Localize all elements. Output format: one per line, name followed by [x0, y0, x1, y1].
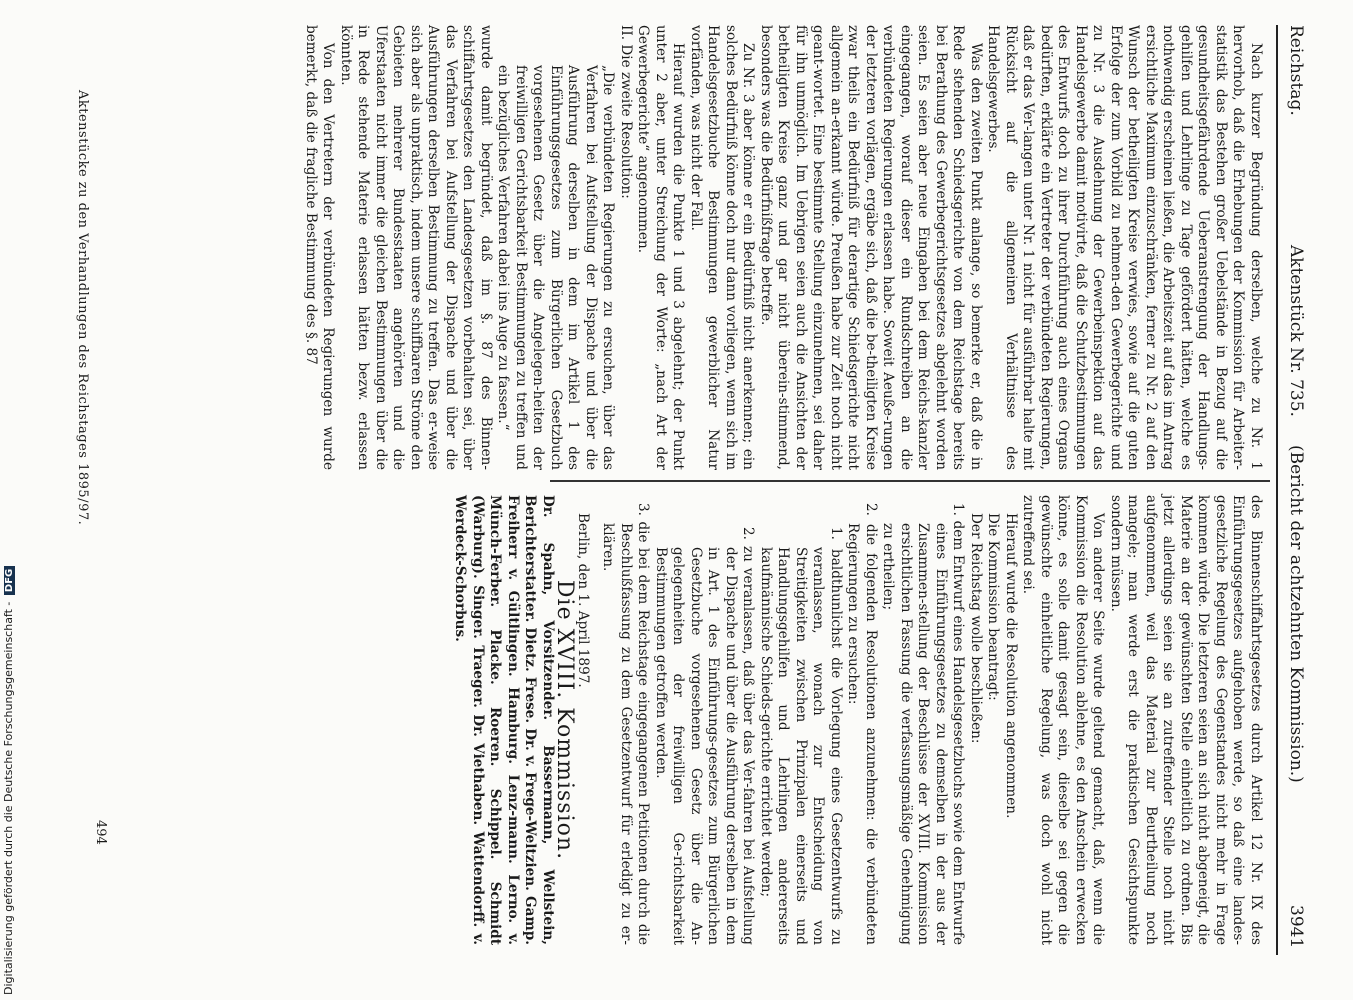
list-item: 2. die folgenden Resolutionen anzunehmen: die verbündeten Regierungen zu ersuchen:	[845, 503, 879, 945]
member-list: Dr. Spahn, Vorsitzender. Bassermann, Wellstein, Berichterstatter. Dietz. Frese. Dr. v. Frege-Weltzien. Gamp. Freiherr v. Gültlingen. Hamburg. Lenz-mann. Lerno. v. Münch-Ferber. Placke. Roeren. Schippel. Schmidt (Warburg). Singer. Traeger. Dr. Viethaben. Wattendorff. v. Werdeck-Schorbus.	[452, 495, 556, 945]
paragraph: Die Kommission beantragt:	[985, 513, 1002, 701]
header-sub: (Bericht der achtzehnten Kommission.)	[1286, 445, 1306, 783]
credit-text: Digitalisierung gefördert durch die Deutsche Forschungsgemeinschaft -	[2, 601, 15, 995]
paragraph: wurde damit begründet, daß im §. 87 des Binnen-schiffahrtsgesetzes den Landesgesetzen vorbehalten sei, über das Verfahren bei Aufstellung der Dispache und über die Ausführungen derselben Bestimmung zu treffen. Das er-weise sich aber als unpraktisch, indem unsere schiffbaren Ströme den Gebieten mehrerer Bundesstaaten angehörten und die Uferstaaten nicht immer die gleichen Bestimmungen über die in Rede stehende Materie erlassen hätten bezw. erlassen könnten.	[338, 25, 494, 470]
paragraph: Von anderer Seite wurde geltend gemacht, daß, wenn die Kommission die Resolution ablehne, es den Anschein erwecken könne, es solle damit gesagt sein, dieselbe sei gegen die gewünschte einheitliche Regelung, was doch wohl nicht zutreffend sei.	[1020, 495, 1107, 945]
header-rule	[1276, 25, 1278, 955]
header-left: Reichstag.	[1286, 25, 1306, 116]
column-divider	[550, 480, 1270, 482]
quoted-resolution: „Die verbündeten Regierungen zu ersuchen, über das Verfahren bei Aufstellung der Dispache und über die Ausführung derselben in dem im Artikel 1 des Einführungsgesetzes zum Bürgerlichen Gesetzbuch vorgesehenen Gesetz über die Angelegen-heiten der freiwilligen Gerichtsbarkeit Bestimmungen zu treffen und ein bezügliches Verfahren dabei ins Auge zu fassen.“	[495, 65, 617, 470]
list-item: 3. die bei dem Reichstage eingegangenen Petitionen durch die Beschlußfassung zu dem Gesetzentwurf für erledigt zu er-klären.	[600, 503, 652, 945]
date-line: Berlin, den 1. April 1897.	[575, 513, 591, 688]
paragraph: Was den zweiten Punkt anlange, so bemerke er, daß die in Rede stehenden Schiedsgerichte von dem Reichstage bereits bei Berathung des Gewerbegerichtsgesetzes abgelehnt worden seien. Es seien aber neue Eingaben bei dem Reichs-kanzler eingegangen, worauf dieser ein Rundschreiben an die verbündeten Regierungen erlassen habe. Soweit Aeuße-rungen der letzteren vorlägen, ergäbe sich, daß die be-theiligten Kreise zwar theils ein Bedürfniß für derartige Schiedsgerichte nicht allgemein an-erkannt würde. Preußen habe zur Zeit noch nicht geant-wortet. Eine bestimmte Stellung einzunehmen, sei daher für ihn unmöglich. Im Uebrigen seien auch die Ansichten der betheiligten Kreise ganz und gar nicht überein-stimmend, besonders was die Bedürfnißfrage betreffe.	[758, 25, 984, 470]
commission-title: Die XVIII. Kommission.	[552, 579, 578, 861]
paragraph: Hierauf wurden die Punkte 1 und 3 abgelehnt; der Punkt unter 2 aber, unter Streichung der Worte: „nach Art der Gewerbegerichte“ angenommen.	[635, 25, 687, 470]
header-page-number: 3941	[1286, 905, 1306, 949]
dfg-logo: DFG	[4, 566, 15, 595]
paragraph: des Binnenschiffahrtsgesetzes durch Artikel 12 Nr. IX des Einführungsgesetzes aufgehoben werde, so daß eine landes-gesetzliche Regelung des Gegenstandes nicht mehr in Frage kommen würde. Die letzteren seien an sich nicht abgeneigt, die Materie an der gewünschten Stelle einheitlich zu ordnen. Bis jetzt allerdings seien sie an zutreffender Stelle noch nicht aufgenommen, weil das Material zur Beurtheilung noch mangele; man werde erst die praktischen Gesichtspunkte sondern müssen.	[1108, 495, 1264, 945]
list-item: 2. zu veranlassen, daß über das Ver-fahren bei Aufstellung der Dispache und über die Ausführung derselben in dem in Art. 1 des Einführungs-gesetzes zum Bürgerlichen Gesetzbuche vorgesehenen Gesetz über die An-gelegenheiten der freiwilligen Ge-richtsbarkeit Bestimmungen getroffen werden.	[653, 527, 757, 945]
paragraph: Der Reichstag wolle beschließen:	[968, 513, 984, 744]
left-column	[302, 25, 1265, 470]
margin-page-number: 494	[93, 820, 108, 845]
paragraph: Hierauf wurde die Resolution angenommen.	[1003, 513, 1019, 819]
list-item: 1. baldthunlichst die Vorlegung eines Gesetzentwurfs zu veranlassen, wonach zur Entscheidung von Streitigkeiten zwischen Prinzipalen einerseits und Handlungsgehilfen und Lehrlingen andererseits kaufmännische Schieds-gerichte errichtet werden;	[758, 527, 844, 945]
paragraph: Von den Vertretern der verbündeten Regierungen wurde bemerkt, daß die fragliche Bestimmung des §. 87	[303, 25, 337, 470]
rotated-book-page	[280, 25, 1310, 955]
digitization-credit	[2, 566, 15, 995]
margin-running-title: Aktenstücke zu den Verhandlungen des Reichstages 1895/97.	[75, 90, 90, 526]
header-center: Aktenstück Nr. 735.	[1286, 245, 1306, 417]
right-column	[451, 495, 1264, 945]
paragraph: Zu Nr. 3 aber könne er ein Bedürfniß nicht anerkennen; ein solches Bedürfniß könne doch nur dann vorliegen, wenn sich im Handelsgesetzbuche Bestimmungen gewerblicher Natur vorfänden, was nicht der Fall.	[688, 25, 757, 470]
list-item: 1. dem Entwurf eines Handelsgesetzbuchs sowie dem Entwurfe eines Einführungsgesetzes zu demselben in der aus der Zusammen-stellung der Beschlüsse der XVIII. Kommission ersichtlichen Fassung die verfassungsmäßige Genehmigung zu ertheilen;	[880, 503, 967, 945]
paragraph: Nach kurzer Begründung derselben, welche zu Nr. 1 hervorhob, daß die Erhebungen der Kommission für Arbeiter-statistik das Bestehen großer Uebelstände in Bezug auf die gesundheitsgefährdende Ueberanstrengung der Handlungs-gehilfen und Lehrlinge zu Tage gefördert hätten, welche es nothwendig erscheinen ließen, die Arbeitszeit auf das im Antrag ersichtliche Maximum einzuschränken, ferner zu Nr. 2 auf den Wunsch der betheiligten Kreise verwies, sowie auf die guten Erfolge der zum Vorbild zu nehmen-den Gewerbegerichte und zu Nr. 3 die Ausdehnung der Gewerbeinspektion auf das Handelsgewerbe damit motivirte, daß die Schutzbestimmungen des Entwurfs doch zu ihrer Durchführung auch eines Organs bedürften, erklärte ein Vertreter der verbündeten Regierungen, daß er das Ver-langen unter Nr. 1 nicht für ausführbar halte mit Rücksicht auf die allgemeinen Verhältnisse des Handelsgewerbes.	[985, 25, 1264, 470]
paragraph: II. Die zweite Resolution:	[618, 25, 634, 199]
